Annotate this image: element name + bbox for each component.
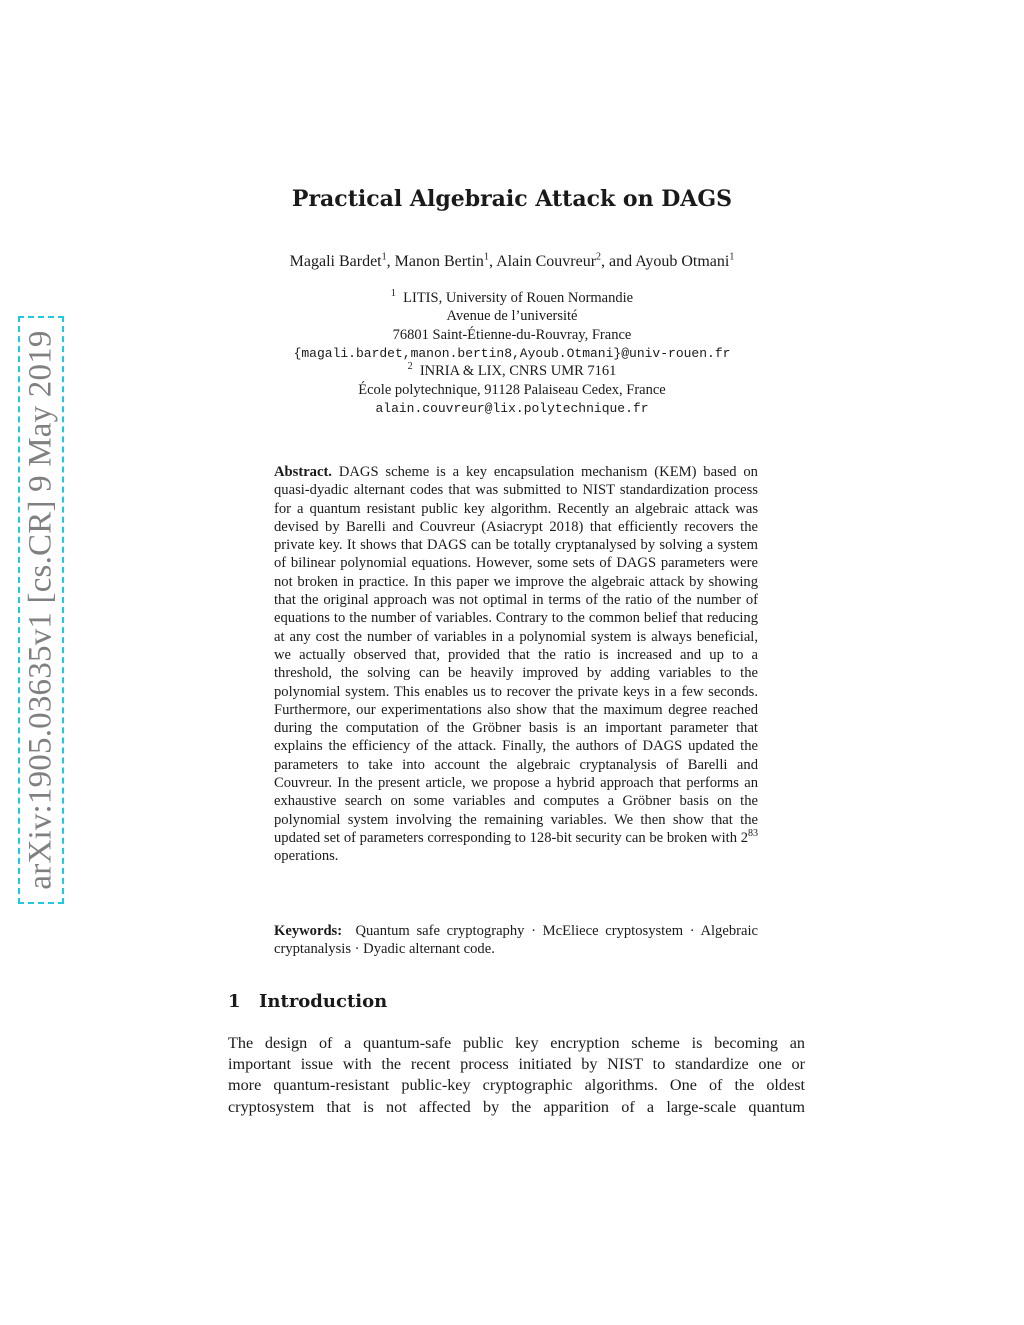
affiliation-1-line-2: Avenue de l’université bbox=[446, 308, 578, 324]
abstract bbox=[274, 463, 758, 866]
affiliation-number: 2 bbox=[407, 361, 413, 373]
section-heading bbox=[228, 991, 387, 1012]
author-list bbox=[0, 253, 1024, 271]
keywords-text: Quantum safe cryptography · McEliece cryptosystem · Algebraic cryptanalysis · Dyadic alternant code. bbox=[274, 923, 758, 958]
intro-paragraph bbox=[228, 1033, 805, 1118]
section-title: Introduction bbox=[259, 991, 388, 1012]
author-name: Ayoub Otmani bbox=[635, 253, 730, 270]
arxiv-stamp[interactable]: arXiv:1905.03635v1 [cs.CR] 9 May 2019 bbox=[22, 330, 59, 890]
abstract-tail: operations. bbox=[274, 848, 339, 865]
affiliation-text: INRIA & LIX, CNRS UMR 7161 bbox=[419, 363, 617, 379]
keywords-label: Keywords: bbox=[274, 923, 343, 939]
intro-line: The design of a quantum-safe public key encryption scheme is becoming an bbox=[228, 1034, 805, 1052]
affiliation-2-line-1 bbox=[0, 362, 1024, 380]
affiliation-2-line-2: École polytechnique, 91128 Palaiseau Cedex, France bbox=[358, 382, 666, 398]
intro-line: more quantum-resistant public-key cryptographic algorithms. One of the oldest bbox=[228, 1076, 805, 1095]
abstract-exponent: 83 bbox=[748, 828, 758, 840]
author-affiliation-mark: 2 bbox=[596, 251, 602, 263]
affiliation-2-email[interactable]: alain.couvreur@lix.polytechnique.fr bbox=[375, 401, 649, 416]
author-affiliation-mark: 1 bbox=[381, 251, 387, 263]
author-separator: , bbox=[386, 253, 395, 270]
affiliation-1-line-1 bbox=[0, 289, 1024, 307]
author-separator: , bbox=[488, 253, 497, 270]
abstract-text: DAGS scheme is a key encapsulation mechanism (KEM) based on quasi-dyadic alternant codes that was submitted to NIST standardization process for a quantum resistant public key algorithm. Recently an algebraic attack was devised by Barelli and Couvreur (Asiacrypt 2018) that efficiently recovers the private key. It shows that DAGS can be totally cryptanalysed by solving a system of bilinear polynomial equations. However, some sets of DAGS parameters were not broken in practice. In this paper we improve the algebraic attack by showing that the original approach was not optimal in terms of the ratio of the number of equations to the number of variables. Contrary to the common belief that reducing at any cost the number of variables in a polynomial system is always beneficial, we actually observed that, provided that the ratio is increased and up to a threshold, the solving can be heavily improved by adding variables to the polynomial system. This enables us to recover the private keys in a few seconds. Furthermore, our experimentations also show that the maximum degree reached during the computation of the Gröbner basis is an important parameter that explains the efficiency of the attack. Finally, the authors of DAGS updated the parameters to take into account the algebraic cryptanalysis of Barelli and Couvreur. In the present article, we propose a hybrid approach that performs an exhaustive search on some variables and computes a Gröbner basis on the polynomial system involving the remaining variables. We then show that the updated set of parameters corresponding to 128-bit security can be broken with 2 bbox=[274, 464, 758, 846]
affiliation-text: LITIS, University of Rouen Normandie bbox=[403, 290, 634, 306]
section-number: 1 bbox=[228, 991, 241, 1012]
keywords bbox=[274, 922, 758, 959]
paper-title: Practical Algebraic Attack on DAGS bbox=[291, 186, 733, 212]
intro-line: cryptosystem that is not affected by the apparition of a large-scale quantum bbox=[228, 1097, 805, 1116]
author-affiliation-mark: 1 bbox=[729, 251, 735, 263]
affiliation-1-email[interactable]: {magali.bardet,manon.bertin8,Ayoub.Otmani}@univ-rouen.fr bbox=[293, 346, 731, 361]
author-name: Manon Bertin bbox=[394, 253, 484, 270]
author-name: Alain Couvreur bbox=[496, 253, 597, 270]
abstract-label: Abstract. bbox=[274, 464, 332, 480]
affiliation-number: 1 bbox=[390, 288, 396, 300]
intro-line: important issue with the recent process initiated by NIST to standardize one or bbox=[228, 1055, 805, 1074]
author-separator: , and bbox=[601, 253, 636, 270]
affiliation-1-line-3: 76801 Saint-Étienne-du-Rouvray, France bbox=[392, 327, 632, 343]
author-name: Magali Bardet bbox=[289, 253, 382, 270]
author-affiliation-mark: 1 bbox=[483, 251, 489, 263]
